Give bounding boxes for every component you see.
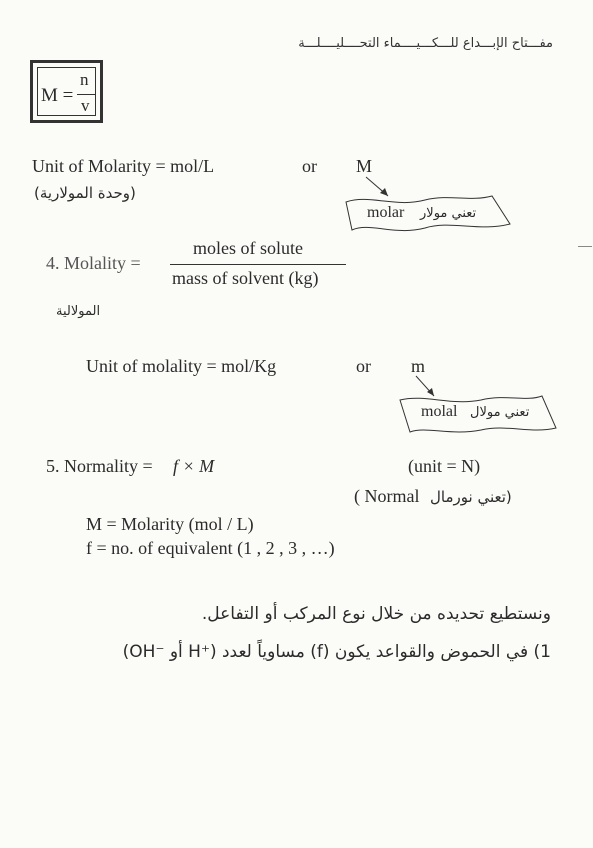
- molality-fraction-bar: [170, 264, 346, 265]
- molal-banner-word: molal: [421, 403, 458, 420]
- normality-unit: (unit = N): [408, 456, 481, 476]
- formula-fraction-bar: [77, 94, 95, 95]
- formula-numerator: n: [80, 70, 89, 89]
- margin-mark: [578, 246, 592, 247]
- normal-note-word: ( Normal: [354, 486, 420, 506]
- molarity-unit-text: Unit of Molarity = mol/L: [32, 156, 215, 176]
- molar-banner-arabic: تعني مولار: [420, 206, 477, 221]
- formula-denominator: v: [81, 96, 90, 115]
- molarity-or: or: [302, 156, 317, 176]
- normal-note-arabic: (تعني نورمال: [430, 488, 512, 506]
- formula-lhs: M =: [41, 85, 74, 106]
- molar-banner-word: molar: [367, 204, 405, 221]
- molality-or: or: [356, 356, 371, 376]
- arabic-note-line-2: 1) في الحموض والقواعد يكون (f) مساوياً لعدد (⁺H أو ⁻OH): [122, 642, 551, 662]
- molality-symbol: m: [411, 356, 426, 376]
- molality-arabic-label: المولالية: [56, 304, 101, 319]
- molality-denominator: mass of solvent (kg): [172, 268, 319, 288]
- molarity-formula-box: [30, 60, 103, 123]
- def-molarity: M = Molarity (mol / L): [86, 514, 254, 534]
- molality-unit-text: Unit of molality = mol/Kg: [86, 356, 277, 376]
- molality-numerator: moles of solute: [193, 238, 303, 258]
- page-header: مفـــتاح الإبـــداع للـــكـــيــــماء التحــــليــــلـــة: [298, 36, 553, 51]
- molarity-arabic-label: (وحدة المولارية): [34, 184, 136, 202]
- molality-label: 4. Molality =: [46, 253, 141, 273]
- molal-banner-arabic: تعني مولال: [470, 405, 530, 420]
- molarity-symbol: M: [356, 156, 373, 176]
- normality-formula: f × M: [173, 456, 215, 476]
- arabic-note-line-1: ونستطيع تحديده من خلال نوع المركب أو التفاعل.: [201, 604, 551, 624]
- molar-arrow-head: [380, 188, 388, 196]
- normality-label: 5. Normality =: [46, 456, 153, 476]
- def-equivalent: f = no. of equivalent (1 , 2 , 3 , …): [86, 538, 335, 558]
